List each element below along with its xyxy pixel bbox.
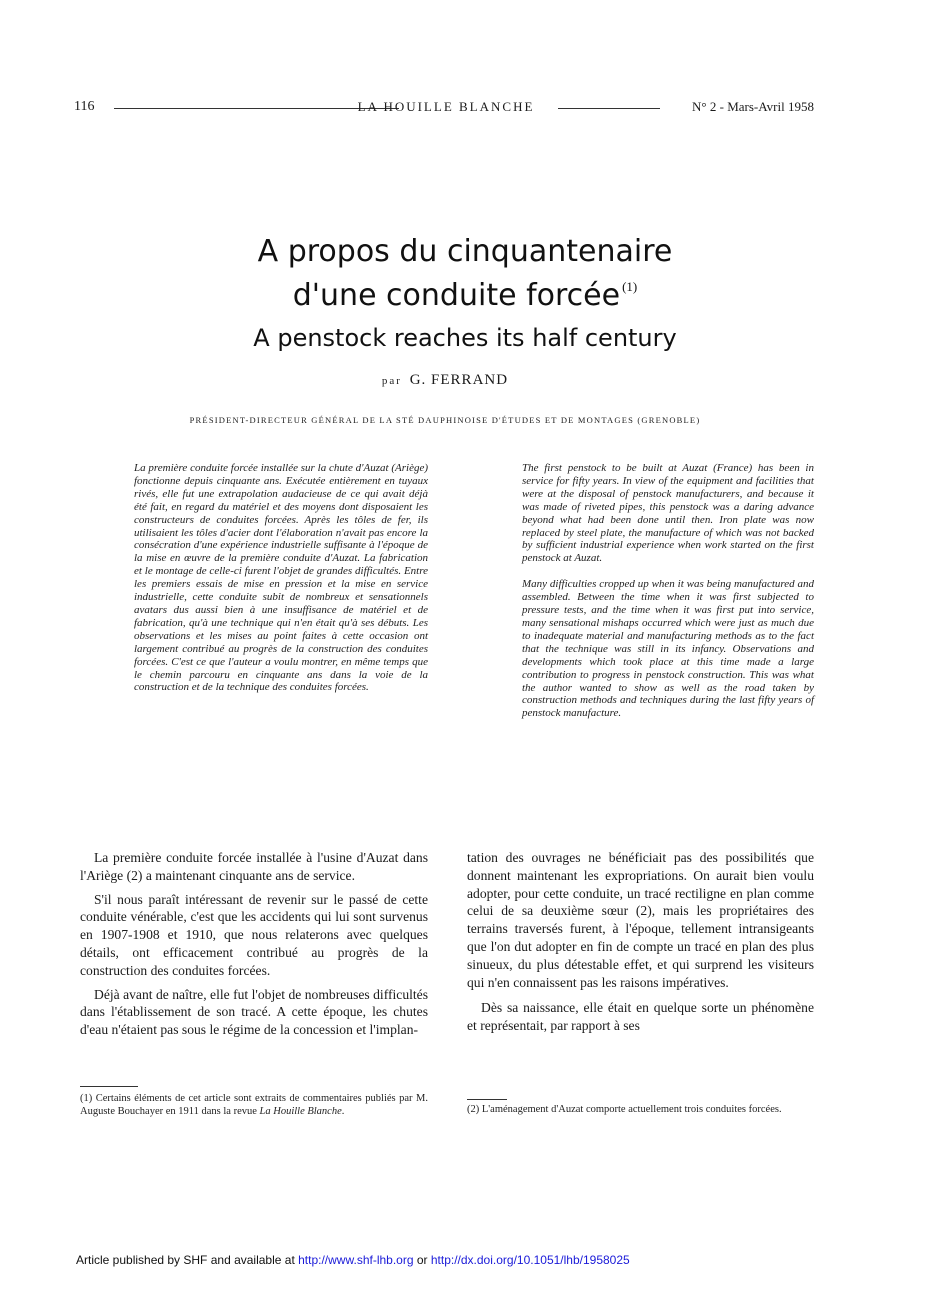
footnote-1 — [80, 1093, 428, 1118]
title-english: A penstock reaches its half century — [253, 324, 677, 352]
body-column-left — [80, 849, 428, 1045]
citation-link-shf[interactable]: http://www.shf-lhb.org — [298, 1253, 414, 1267]
footnote-rule-right — [467, 1099, 507, 1100]
title-footnote-mark: (1) — [622, 279, 638, 294]
citation-text-middle: or — [413, 1253, 431, 1267]
byline-prefix: par — [381, 375, 402, 387]
abstract-english-paragraph: The first penstock to be built at Auzat (France) has been in service for fifty years. In view of the equipment and facilities that were at the disposal of penstock manufacturers, and because it was made of riveted pipes, this penstock was a daring advance beyond what had been done until then. Iron plate was now replaced by steel plate, the manufacture of which was not backed by sufficient industrial experience when work started on the first penstock at Auzat. — [522, 462, 814, 565]
footnote-1-journal: La Houille Blanche — [259, 1105, 342, 1117]
author-name: G. FERRAND — [409, 372, 509, 388]
title-french-line-2 — [0, 278, 930, 313]
citation-link-doi[interactable]: http://dx.doi.org/10.1051/lhb/1958025 — [430, 1253, 630, 1267]
body-column-right — [467, 849, 814, 1041]
body-paragraph: La première conduite forcée installée à l'usine d'Auzat dans l'Ariège (2) a maintenant cinquante ans de service. — [80, 850, 428, 883]
abstract-english-paragraph: Many difficulties cropped up when it was being manufactured and assembled. Between the time when it was first subjected to pressure tests, and the time when it was first put into service, many sensational mishaps occurred which were just as much due to inadequate material and manufacturing methods as to the fact that the technique was still in its infancy. Observations and developments which took place at this time made a large contribution to progress in penstock construction. This was what the author wanted to show as well as the road taken by construction methods and techniques during the last fifty years of penstock manufacture. — [522, 578, 814, 720]
page-number: 116 — [74, 99, 95, 114]
body-paragraph: Dès sa naissance, elle était en quelque sorte un phénomène et représentait, par rapport à ses — [467, 1000, 814, 1034]
abstract-english — [522, 462, 814, 720]
publication-citation — [76, 1253, 630, 1267]
footnote-1-end: . — [341, 1105, 345, 1117]
body-paragraph: S'il nous paraît intéressant de revenir sur le passé de cette conduite vénérable, c'est que les accidents qui lui sont survenus en 1907-1908 et 1910, que nous relaterons avec quelques détails, ont efficacement contribué au progrès de la construction des conduites forcées. — [80, 891, 428, 978]
body-paragraph: Déjà avant de naître, elle fut l'objet de nombreuses difficultés dans l'établissement de son tracé. A cette époque, les chutes d'eau n'étaient pas sous le régime de la concession et l'implan- — [80, 986, 428, 1038]
abstract-french — [134, 462, 428, 694]
citation-text-start: Article published by SHF and available at — [76, 1253, 299, 1267]
header-rule-right — [558, 108, 660, 109]
footnote-2: (2) L'aménagement d'Auzat comporte actuellement trois conduites forcées. — [467, 1104, 782, 1115]
abstract-french-text: La première conduite forcée installée sur la chute d'Auzat (Ariège) fonctionne depuis cinquante ans. Exécutée entièrement en tuyaux rivés, elle fut une extrapolation audacieuse de ce qui avait déjà été fait, en regard du matériel et des moyens dont disposaient les constructeurs de conduites forcées. Après les tôles de fer, ils utilisaient les tôles d'acier dont l'élaboration n'avait pas encore la consécration d'une expérience industrielle suffisante à l'époque de la mise en œuvre de la première conduite d'Auzat. La fabrication et le montage de celle-ci furent l'objet de grandes difficultés. Entre les premiers essais de mise en pression et la mise en service industrielle, cette conduite subit de nombreux et sensationnels avatars dus aussi bien à une insuffisance de matériel et de fabrication, qu'à une technique qui n'en était qu'à ses débuts. Les observations et les mises au point faites à cette occasion ont largement contribué au progrès de la construction des conduites forcées. C'est ce que l'auteur a voulu montrer, en même temps que le chemin parcouru en cinquante ans dans la voie de la construction et de la technique des conduites forcées. — [134, 462, 428, 694]
title-french-line-1: A propos du cinquantenaire — [257, 234, 673, 269]
byline — [0, 372, 890, 389]
title-french-line-2-text: d'une conduite forcée — [292, 278, 621, 313]
issue-label: N° 2 - Mars-Avril 1958 — [692, 99, 814, 114]
author-affiliation: PRÉSIDENT-DIRECTEUR GÉNÉRAL DE LA STÉ DAUPHINOISE D'ÉTUDES ET DE MONTAGES (GRENOBLE) — [189, 415, 701, 425]
footnote-1-text: (1) Certains éléments de cet article sont extraits de commentaires publiés par M. Auguste Bouchayer en 1911 dans la revue — [80, 1093, 428, 1117]
footnote-rule-left — [80, 1086, 138, 1087]
journal-name: LA HOUILLE BLANCHE — [357, 99, 535, 114]
running-header — [74, 99, 814, 119]
body-paragraph: tation des ouvrages ne bénéficiait pas des possibilités que donnent maintenant les expropriations. On aurait bien voulu adopter, pour cette conduite, un tracé rectiligne en plan comme celui de sa deuxième sœur (2), mais les propriétaires des terrains traversés furent, à l'époque, tellement intransigeants que l'on dut adopter en fin de compte un tracé en plan des plus sinueux, du plus détestable effet, et qui surprend les visiteurs qui n'en connaissent pas les raisons impératives. — [467, 850, 814, 990]
